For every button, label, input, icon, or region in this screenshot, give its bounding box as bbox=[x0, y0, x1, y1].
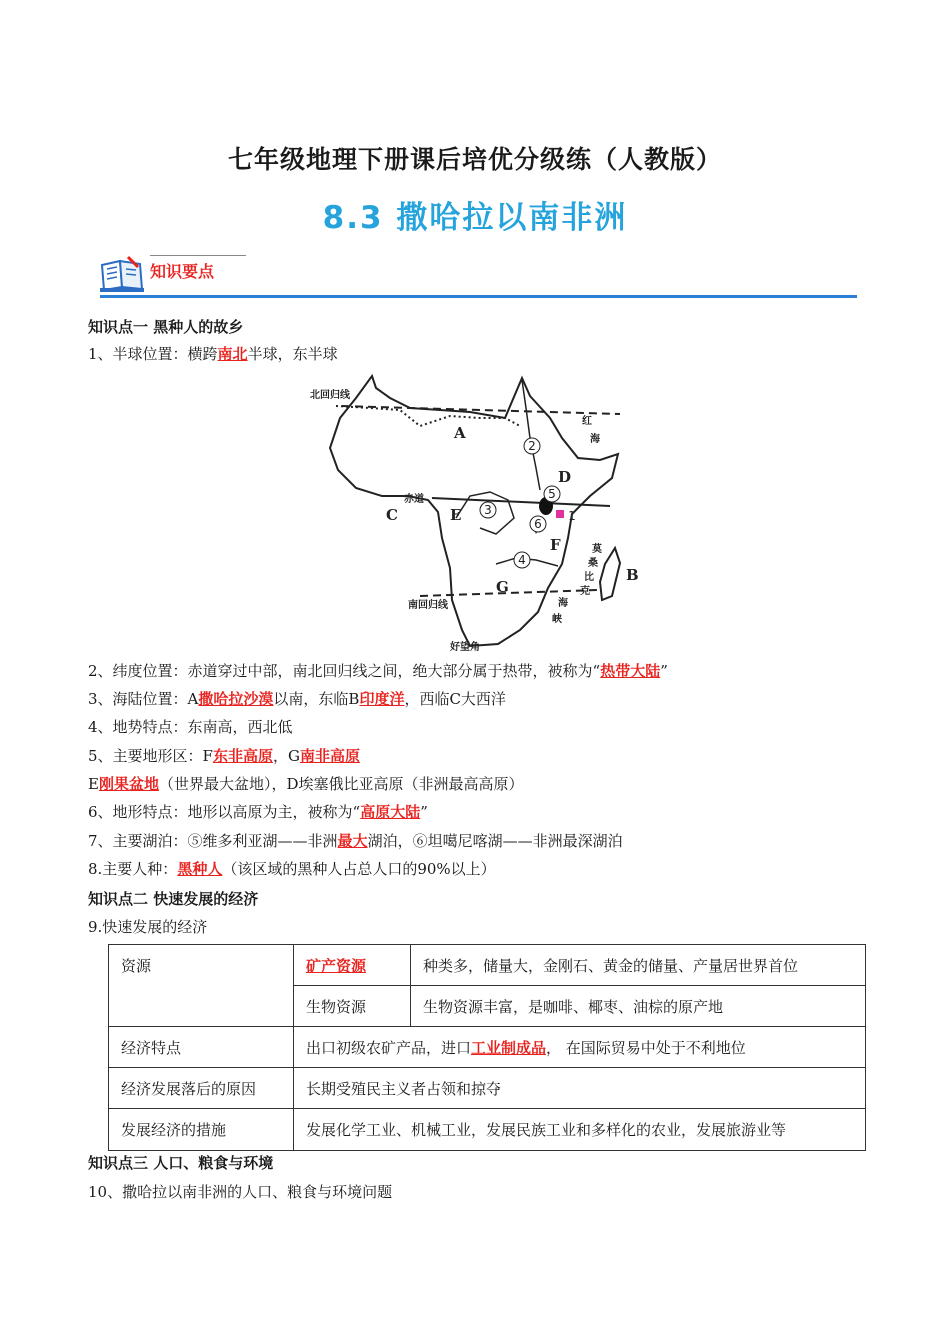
cell-reason: 经济发展落后的原因 bbox=[109, 1068, 294, 1109]
table-row bbox=[109, 1109, 866, 1151]
label-g: G bbox=[496, 578, 509, 596]
marker-1 bbox=[556, 510, 564, 518]
label-c: C bbox=[386, 506, 398, 524]
answer: 工业制成品 bbox=[471, 1038, 547, 1057]
text: 8.主要人种： bbox=[88, 860, 178, 878]
number-3: 3 bbox=[484, 503, 492, 517]
point-8 bbox=[88, 859, 496, 879]
text: ” bbox=[660, 662, 668, 680]
lesson-title: 8.3 撒哈拉以南非洲 bbox=[322, 200, 628, 236]
label-moz-4: 克 bbox=[580, 586, 590, 597]
banner-rule bbox=[100, 295, 857, 298]
answer: 热带大陆 bbox=[600, 662, 661, 680]
label-moz-6: 峡 bbox=[552, 614, 562, 625]
number-5: 5 bbox=[548, 487, 556, 501]
label-a: A bbox=[454, 424, 466, 442]
banner-top-rule bbox=[150, 255, 246, 256]
cell-bio: 生物资源 bbox=[294, 986, 411, 1027]
label-f: F bbox=[550, 536, 561, 554]
point-3 bbox=[88, 689, 506, 709]
point-2 bbox=[88, 661, 668, 681]
text: 出口初级农矿产品，进口 bbox=[306, 1038, 472, 1057]
text: 以南，东临B bbox=[273, 690, 360, 708]
text: ， 在国际贸易中处于不利地位 bbox=[546, 1038, 746, 1057]
label-moz-2: 桑 bbox=[588, 558, 598, 569]
text: 2、纬度位置：赤道穿过中部，南北回归线之间，绝大部分属于热带，被称为“ bbox=[88, 662, 601, 680]
cell-measures: 发展经济的措施 bbox=[109, 1109, 294, 1151]
text: （世界最大盆地），D埃塞俄比亚高原（非洲最高高原） bbox=[158, 775, 524, 793]
cell-bio-desc: 生物资源丰富，是咖啡、椰枣、油棕的原产地 bbox=[411, 986, 866, 1027]
text: ” bbox=[420, 803, 428, 821]
label-moz-3: 比 bbox=[584, 572, 594, 583]
economy-table bbox=[108, 944, 866, 1151]
number-2: 2 bbox=[528, 439, 536, 453]
table-row bbox=[109, 945, 866, 986]
document-title: 七年级地理下册课后培优分级练（人教版） bbox=[227, 145, 722, 174]
label-tropic-cancer: 北回归线 bbox=[310, 390, 350, 401]
cell-mineral-desc: 种类多，储量大，金刚石、黄金的储量、产量居世界首位 bbox=[411, 945, 866, 986]
point-7 bbox=[88, 831, 623, 851]
africa-map bbox=[300, 368, 650, 653]
banner-label: 知识要点 bbox=[150, 262, 215, 281]
table-row bbox=[109, 1027, 866, 1068]
answer: 印度洋 bbox=[359, 690, 405, 708]
cell-resources: 资源 bbox=[109, 945, 294, 1027]
cell-reason-desc: 长期受殖民主义者占领和掠夺 bbox=[294, 1068, 866, 1109]
text: 5、主要地形区：F bbox=[88, 747, 213, 765]
text: 半球，东半球 bbox=[247, 345, 338, 363]
text: 1、半球位置：横跨 bbox=[88, 345, 218, 363]
label-d: D bbox=[558, 468, 572, 486]
table-row bbox=[109, 1068, 866, 1109]
label-moz-5: 海 bbox=[558, 598, 568, 609]
label-red-sea-2: 海 bbox=[590, 434, 600, 445]
label-equator: 赤道 bbox=[404, 494, 424, 505]
book-icon bbox=[98, 255, 146, 293]
answer: 刚果盆地 bbox=[98, 775, 159, 793]
text: E bbox=[88, 775, 99, 793]
label-moz-1: 莫 bbox=[592, 544, 602, 555]
answer: 最大 bbox=[337, 832, 368, 850]
text: 3、海陆位置：A bbox=[88, 690, 199, 708]
section-heading-1: 知识点一 黑种人的故乡 bbox=[88, 318, 244, 336]
section-heading-3: 知识点三 人口、粮食与环境 bbox=[88, 1154, 274, 1172]
answer: 矿产资源 bbox=[306, 956, 367, 975]
point-1 bbox=[88, 344, 338, 364]
point-10: 10、撒哈拉以南非洲的人口、粮食与环境问题 bbox=[88, 1183, 393, 1201]
text: ，西临C大西洋 bbox=[404, 690, 506, 708]
point-9: 9.快速发展的经济 bbox=[88, 918, 208, 936]
cell-mineral bbox=[294, 945, 411, 986]
answer: 南北 bbox=[217, 345, 248, 363]
label-e: E bbox=[450, 506, 462, 524]
text: 6、地形特点：地形以高原为主，被称为“ bbox=[88, 803, 361, 821]
tropic-of-cancer bbox=[342, 406, 620, 414]
number-6: 6 bbox=[534, 517, 542, 531]
label-tropic-capricorn: 南回归线 bbox=[408, 600, 448, 611]
cell-measures-desc: 发展化学工业、机械工业，发展民族工业和多样化的农业，发展旅游业等 bbox=[294, 1109, 866, 1151]
text: 7、主要湖泊：⑤维多利亚湖——非洲 bbox=[88, 832, 338, 850]
point-5 bbox=[88, 746, 360, 766]
number-1: 1 bbox=[568, 509, 576, 523]
label-cape: 好望角 bbox=[450, 642, 480, 653]
answer: 东非高原 bbox=[212, 747, 273, 765]
cell-features: 经济特点 bbox=[109, 1027, 294, 1068]
madagascar bbox=[600, 548, 620, 600]
cell-features-desc bbox=[294, 1027, 866, 1068]
answer: 黑种人 bbox=[177, 860, 223, 878]
section-heading-2: 知识点二 快速发展的经济 bbox=[88, 890, 259, 908]
point-4: 4、地势特点：东南高，西北低 bbox=[88, 718, 293, 736]
text: ，G bbox=[272, 747, 300, 765]
point-5b bbox=[88, 774, 524, 794]
point-6 bbox=[88, 802, 428, 822]
answer: 高原大陆 bbox=[360, 803, 421, 821]
label-b: B bbox=[626, 566, 639, 584]
text: （该区域的黑种人占总人口的90%以上） bbox=[222, 860, 496, 878]
label-red-sea-1: 红 bbox=[582, 416, 592, 427]
answer: 撒哈拉沙漠 bbox=[198, 690, 274, 708]
answer: 南非高原 bbox=[299, 747, 360, 765]
tropic-of-capricorn bbox=[420, 590, 598, 596]
number-4: 4 bbox=[518, 553, 526, 567]
text: 湖泊，⑥坦噶尼喀湖——非洲最深湖泊 bbox=[367, 832, 623, 850]
